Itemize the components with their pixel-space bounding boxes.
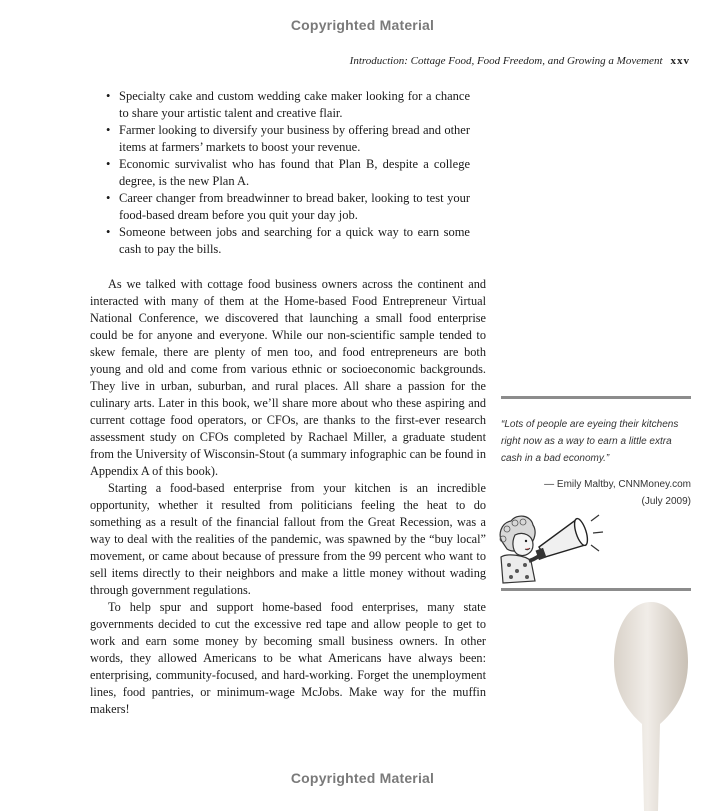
bullet-item: • Farmer looking to diversify your business by offering bread and other items at farmers’ markets to boost your revenue.: [106, 122, 470, 156]
pull-quote: “Lots of people are eyeing their kitchens right now as a way to earn a little extra cash in a bad economy.”: [501, 419, 679, 464]
running-head-title: Introduction: Cottage Food, Food Freedom, and Growing a Movement: [349, 55, 663, 67]
page-number: xxv: [670, 55, 690, 67]
paragraph: As we talked with cottage food business owners across the continent and interacted with many of them at the Home-based Food Entrepreneur Virtual National Conference, we discovered that launching a small food enterprise could be for anyone and everyone. While our non-scientific sample tended to skew female, there are plenty of men too, and food entrepreneurs are both young and old and come from various ethnic or socioeconomic backgrounds. They live in urban, suburban, and rural places. All share a passion for the culinary arts. Later in this book, we’ll share more about who these aspiring and current cottage food operators, or CFOs, are thanks to the first-ever research assessment study on CFOs completed by Rachael Miller, a graduate student from the University of Wisconsin-Stout (a summary infographic can be found in Appendix A of this book).: [90, 277, 486, 478]
bullet-list: [106, 88, 470, 258]
bullet-item: • Specialty cake and custom wedding cake maker looking for a chance to share your artistic talent and creative flair.: [106, 88, 470, 122]
copyright-watermark-top: Copyrighted Material: [290, 17, 435, 33]
sidebar-rule-bottom: [501, 588, 691, 591]
attribution-date: (July 2009): [641, 496, 691, 507]
paragraph: Starting a food-based enterprise from your kitchen is an incredible opportunity, whether it resulted from politicians feeling the heat to do something as a result of the financial fallout from the Great Recession, was a way to deal with the realities of the pandemic, was spawned by the “buy local” movement, or came about because of pressure from the 99 percent who want to sell items directly to their neighbors and make a little money without wading through government regulations.: [90, 481, 486, 597]
running-head: [350, 55, 690, 67]
bullet-item: • Economic survivalist who has found that Plan B, despite a college degree, is the new Plan A.: [106, 156, 470, 190]
sidebar-rule-top: [501, 396, 691, 399]
body-text: [90, 276, 486, 718]
attribution-source: — Emily Maltby, CNNMoney.com: [544, 479, 691, 490]
woman-with-megaphone-illustration: [495, 505, 605, 591]
bullet-item: • Career changer from breadwinner to bread baker, looking to test your food-based dream before you quit your day job.: [106, 190, 470, 224]
bullet-item: • Someone between jobs and searching for a quick way to earn some cash to pay the bills.: [106, 224, 470, 258]
paragraph: To help spur and support home-based food enterprises, many state governments decided to cut the excessive red tape and allow people to get to work and earn some money by becoming small business owners. In other words, they allowed Americans to be what Americans have always been: enterprising, community-focused, and hard-working. Forget the unemployment lines, food pantries, or minimum-wage McJobs. Make way for the muffin makers!: [90, 600, 486, 716]
copyright-watermark-bottom: Copyrighted Material: [290, 770, 435, 786]
